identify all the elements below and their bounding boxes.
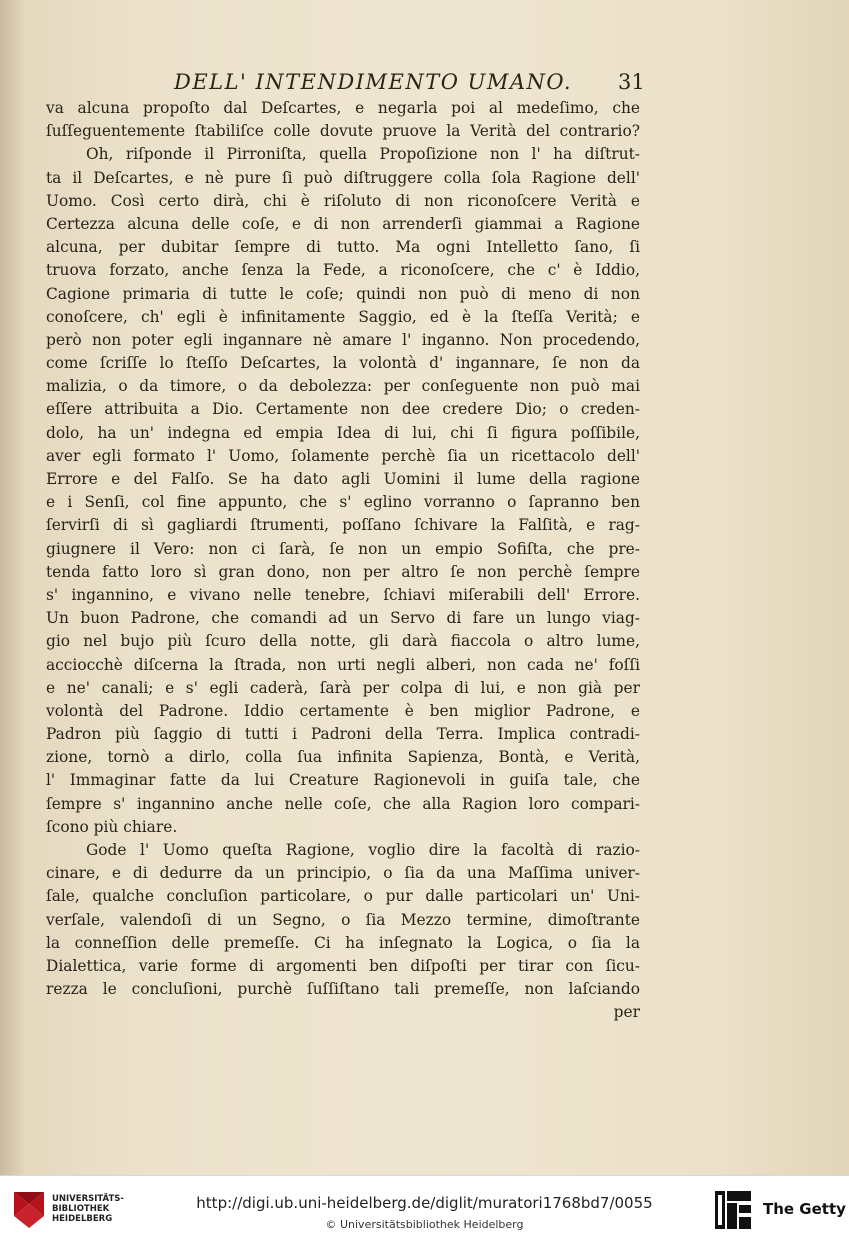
- running-head: [0, 70, 849, 98]
- library-name-line: BIBLIOTHEK: [52, 1204, 110, 1214]
- text-line: Dialettica, varie forme di argomenti ben diſpoſti per tirar con ſicu-: [46, 956, 640, 975]
- text-line: malizia, o da timore, o da debolezza: per conſeguente non può mai: [46, 377, 640, 396]
- partner-name: The Getty: [763, 1200, 846, 1218]
- text-line: aver egli formato l' Uomo, ſolamente perchè ſia un ricettacolo dell': [46, 446, 640, 465]
- text-line: Errore e del Falſo. Se ha dato agli Uomini il lume della ragione: [46, 470, 640, 488]
- text-line: Certezza alcuna delle coſe, e di non arrenderſi giammai a Ragione: [46, 214, 640, 233]
- text-line: Padron più ſaggio di tutti i Padroni della Terra. Implica contradi-: [46, 725, 640, 744]
- text-line: ſervirſi di sì gagliardi ſtrumenti, poſſano ſchivare la Falſità, e rag-: [46, 516, 640, 535]
- text-line: truova forzato, anche ſenza la Fede, a riconoſcere, che c' è Iddio,: [46, 261, 640, 280]
- text-line: e ne' canali; e s' egli caderà, ſarà per colpa di lui, e non già per: [46, 678, 640, 697]
- text-line: ſcono più chiare.: [46, 817, 178, 836]
- copyright-notice: © Universitätsbibliothek Heidelberg: [325, 1218, 524, 1231]
- text-line: cinare, e di dedurre da un principio, o ſia da una Maſſima univer-: [46, 864, 640, 883]
- body-text: [46, 97, 640, 1025]
- text-line: eſſere attribuita a Dio. Certamente non dee credere Dio; o creden-: [46, 400, 640, 419]
- text-line: Oh, riſponde il Pirroniſta, quella Propoſizione non l' ha diſtrut-: [86, 145, 640, 164]
- text-line: gio nel bujo più ſcuro della notte, gli darà fiaccola o altro lume,: [46, 632, 640, 651]
- text-line: ſale, qualche concluſion particolare, o pur dalle particolari un' Uni-: [46, 887, 640, 906]
- getty-logo-icon[interactable]: [715, 1191, 751, 1229]
- text-line: conoſcere, ch' egli è infinitamente Saggio, ed è la ſteſſa Verità; e: [46, 307, 640, 326]
- text-line: tenda fatto loro sì gran dono, non per altro ſe non perchè ſempre: [46, 562, 640, 581]
- text-line: rezza le concluſioni, purchè ſuſſiſtano tali premeſſe, non laſciando: [46, 980, 640, 999]
- text-line: verſale, valendoſi di un Segno, o ſia Mezzo termine, dimoſtrante: [46, 910, 640, 929]
- text-line: però non poter egli ingannare nè amare l' inganno. Non procedendo,: [46, 330, 640, 349]
- text-line: ſempre s' ingannino anche nelle coſe, che alla Ragion loro compari-: [46, 794, 640, 813]
- text-line: va alcuna propoſto dal Deſcartes, e negarla poi al medeſimo, che: [46, 99, 640, 117]
- text-line: e i Senſi, col fine appunto, che s' eglino vorranno o ſapranno ben: [46, 493, 640, 512]
- text-line: Gode l' Uomo queſta Ragione, voglio dire la facoltà di razio-: [86, 841, 640, 859]
- text-line: s' ingannino, e vivano nelle tenebre, ſchiavi miſerabili dell' Errore.: [46, 585, 640, 604]
- text-line: acciocchè diſcerna la ſtrada, non urti negli alberi, non cada ne' foſſi: [46, 655, 640, 674]
- text-line: giugnere il Vero: non ci ſarà, ſe non un empio Sofiſta, che pre-: [46, 539, 640, 558]
- page-number: 31: [618, 70, 645, 94]
- text-line: dolo, ha un' indegna ed empia Idea di lui, chi ſi figura poſſibile,: [46, 423, 640, 442]
- text-line: volontà del Padrone. Iddio certamente è ben miglior Padrone, e: [46, 701, 640, 720]
- text-line: ſuſſeguentemente ſtabiliſce colle dovute pruove la Verità del contrario?: [46, 122, 640, 141]
- text-line: alcuna, per dubitar ſempre di tutto. Ma ogni Intelletto ſano, ſi: [46, 238, 640, 257]
- text-line: l' Immaginar fatte da lui Creature Ragionevoli in guiſa tale, che: [46, 771, 640, 790]
- library-name-line: HEIDELBERG: [52, 1214, 113, 1224]
- library-name-line: UNIVERSITÄTS-: [52, 1194, 124, 1204]
- text-line: Uomo. Così certo dirà, chi è riſoluto di non riconoſcere Verità e: [46, 191, 640, 210]
- text-line: la conneſſion delle premeſſe. Ci ha inſegnato la Logica, o ſia la: [46, 933, 640, 952]
- text-line: come ſcriſſe lo ſteſſo Deſcartes, la volontà d' ingannare, ſe non da: [46, 354, 640, 373]
- catchword: per: [613, 1003, 640, 1022]
- permalink-url[interactable]: http://digi.ub.uni-heidelberg.de/diglit/muratori1768bd7/0055: [196, 1194, 653, 1212]
- text-line: zione, tornò a dirlo, colla ſua infinita Sapienza, Bontà, e Verità,: [46, 748, 640, 767]
- text-line: ta il Deſcartes, e nè pure ſi può diſtruggere colla ſola Ragione dell': [46, 168, 640, 187]
- running-title: DELL' INTENDIMENTO UMANO.: [174, 70, 573, 94]
- text-line: Un buon Padrone, che comandi ad un Servo di fare un lungo viag-: [46, 609, 640, 628]
- text-line: Cagione primaria di tutte le coſe; quindi non può di meno di non: [46, 284, 640, 303]
- footer-bar: [0, 1175, 849, 1244]
